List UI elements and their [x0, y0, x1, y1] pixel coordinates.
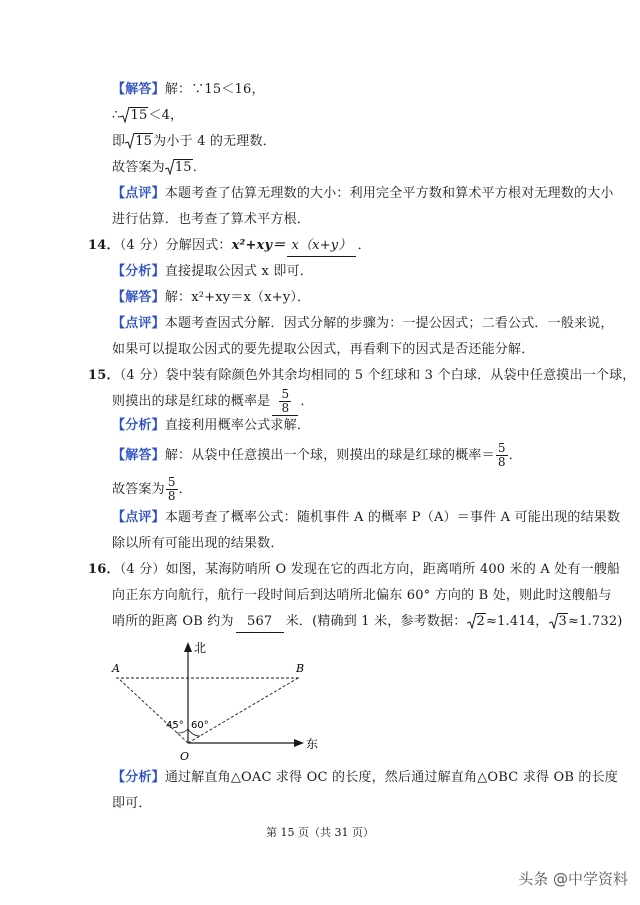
answer-tag: 【解答】 [112, 448, 165, 463]
answer-line: 【解答】解：从袋中任意摸出一个球，则摸出的球是红球的概率＝ $\frac{5}{8}$ ． [112, 441, 522, 469]
watermark: 头条 @中学资料 [518, 870, 628, 888]
sqrt-15: 15 [125, 132, 153, 152]
page-footer: 第 15 页（共 31 页） [266, 826, 374, 839]
label-b: B [296, 662, 305, 675]
analysis-line: 【分析】直接提取公因式 x 即可． [112, 264, 314, 279]
sqrt-2: 2 [467, 612, 486, 632]
answer-tag: 【解答】 [112, 82, 165, 97]
comment-tag: 【点评】 [112, 186, 165, 201]
sqrt-15: 15 [120, 106, 148, 126]
analysis-tag: 【分析】 [112, 418, 165, 433]
question-16: 16．（4 分）如图，某海防哨所 O 发现在它的西北方向，距离哨所 400 米的 A 处有一艘船 [88, 562, 621, 577]
comment-line-1: 【点评】本题考查因式分解．因式分解的步骤为：一提公因式；二看公式．一般来说， [112, 316, 614, 331]
east-arrow [294, 739, 304, 747]
angle-label-left: 45° [166, 720, 184, 731]
comment-line-2: 进行估算．也考查了算术平方根． [112, 212, 311, 227]
comment-line-1: 【点评】本题考查了估算无理数的大小：利用完全平方数和算术平方根对无理数的大小 [112, 186, 614, 201]
solution-line-4: 故答案为 15． [112, 158, 206, 178]
angle-label-right: 60° [191, 720, 209, 731]
answer-tag: 【解答】 [112, 290, 165, 305]
analysis-line-2: 即可． [112, 796, 152, 811]
final-answer-line: 故答案为 $\frac{5}{8}$ ． [112, 475, 192, 503]
question-14: 14．（4 分）分解因式：x²+xy＝ x（x+y） ． [88, 236, 371, 257]
solution-line-2: ∴ 15＜4， [112, 106, 183, 126]
answer-blank: x（x+y） [287, 236, 355, 257]
label-a: A [112, 662, 120, 675]
label-east: 东 [306, 737, 319, 751]
comment-tag: 【点评】 [112, 316, 165, 331]
question-number: 14． [88, 238, 120, 253]
comment-line-2: 除以所有可能出现的结果数． [112, 536, 284, 551]
geometry-diagram [108, 640, 328, 769]
comment-tag: 【点评】 [112, 510, 165, 525]
analysis-tag: 【分析】 [112, 770, 165, 785]
sqrt-3: 3 [549, 612, 568, 632]
solution-line-1: 【解答】解：∵15＜16， [112, 82, 265, 97]
question-15: 15．（4 分）袋中装有除颜色外其余均相同的 5 个红球和 3 个白球．从袋中任意摸出一个球， [88, 368, 636, 383]
question-16-line-2: 向正东方向航行，航行一段时间后到达哨所北偏东 60° 方向的 B 处，则此时这艘船与 [112, 588, 612, 603]
diagram-svg [108, 640, 328, 765]
comment-line-2: 如果可以提取公因式的要先提取公因式，再看剩下的因式是否还能分解． [112, 342, 535, 357]
answer-blank: 567 [236, 612, 284, 633]
analysis-tag: 【分析】 [112, 264, 165, 279]
label-north: 北 [194, 641, 207, 655]
segment-ob [188, 678, 298, 743]
solution-line-3: 即 15为小于 4 的无理数． [112, 132, 276, 152]
label-o: O [180, 750, 190, 763]
north-arrow [184, 642, 192, 652]
answer-blank: $\frac{5}{8}$ [272, 388, 298, 416]
question-number: 16． [88, 562, 120, 577]
question-16-line-3: 哨所的距离 OB 约为 567 米．(精确到 1 米，参考数据： 2≈1.414， 3≈1.732) [112, 612, 623, 633]
answer-line: 【解答】解：x²+xy＝x（x+y）． [112, 290, 311, 305]
question-15-line-2: 则摸出的球是红球的概率是 $\frac{5}{8}$ ． [112, 387, 314, 415]
analysis-line: 【分析】通过解直角△OAC 求得 OC 的长度，然后通过解直角△OBC 求得 OB 的长度 [112, 770, 619, 785]
question-number: 15． [88, 368, 120, 383]
sqrt-15: 15 [165, 158, 193, 178]
analysis-line: 【分析】直接利用概率公式求解． [112, 418, 311, 433]
comment-line-1: 【点评】本题考查了概率公式：随机事件 A 的概率 P（A）＝事件 A 可能出现的结果数 [112, 510, 621, 525]
